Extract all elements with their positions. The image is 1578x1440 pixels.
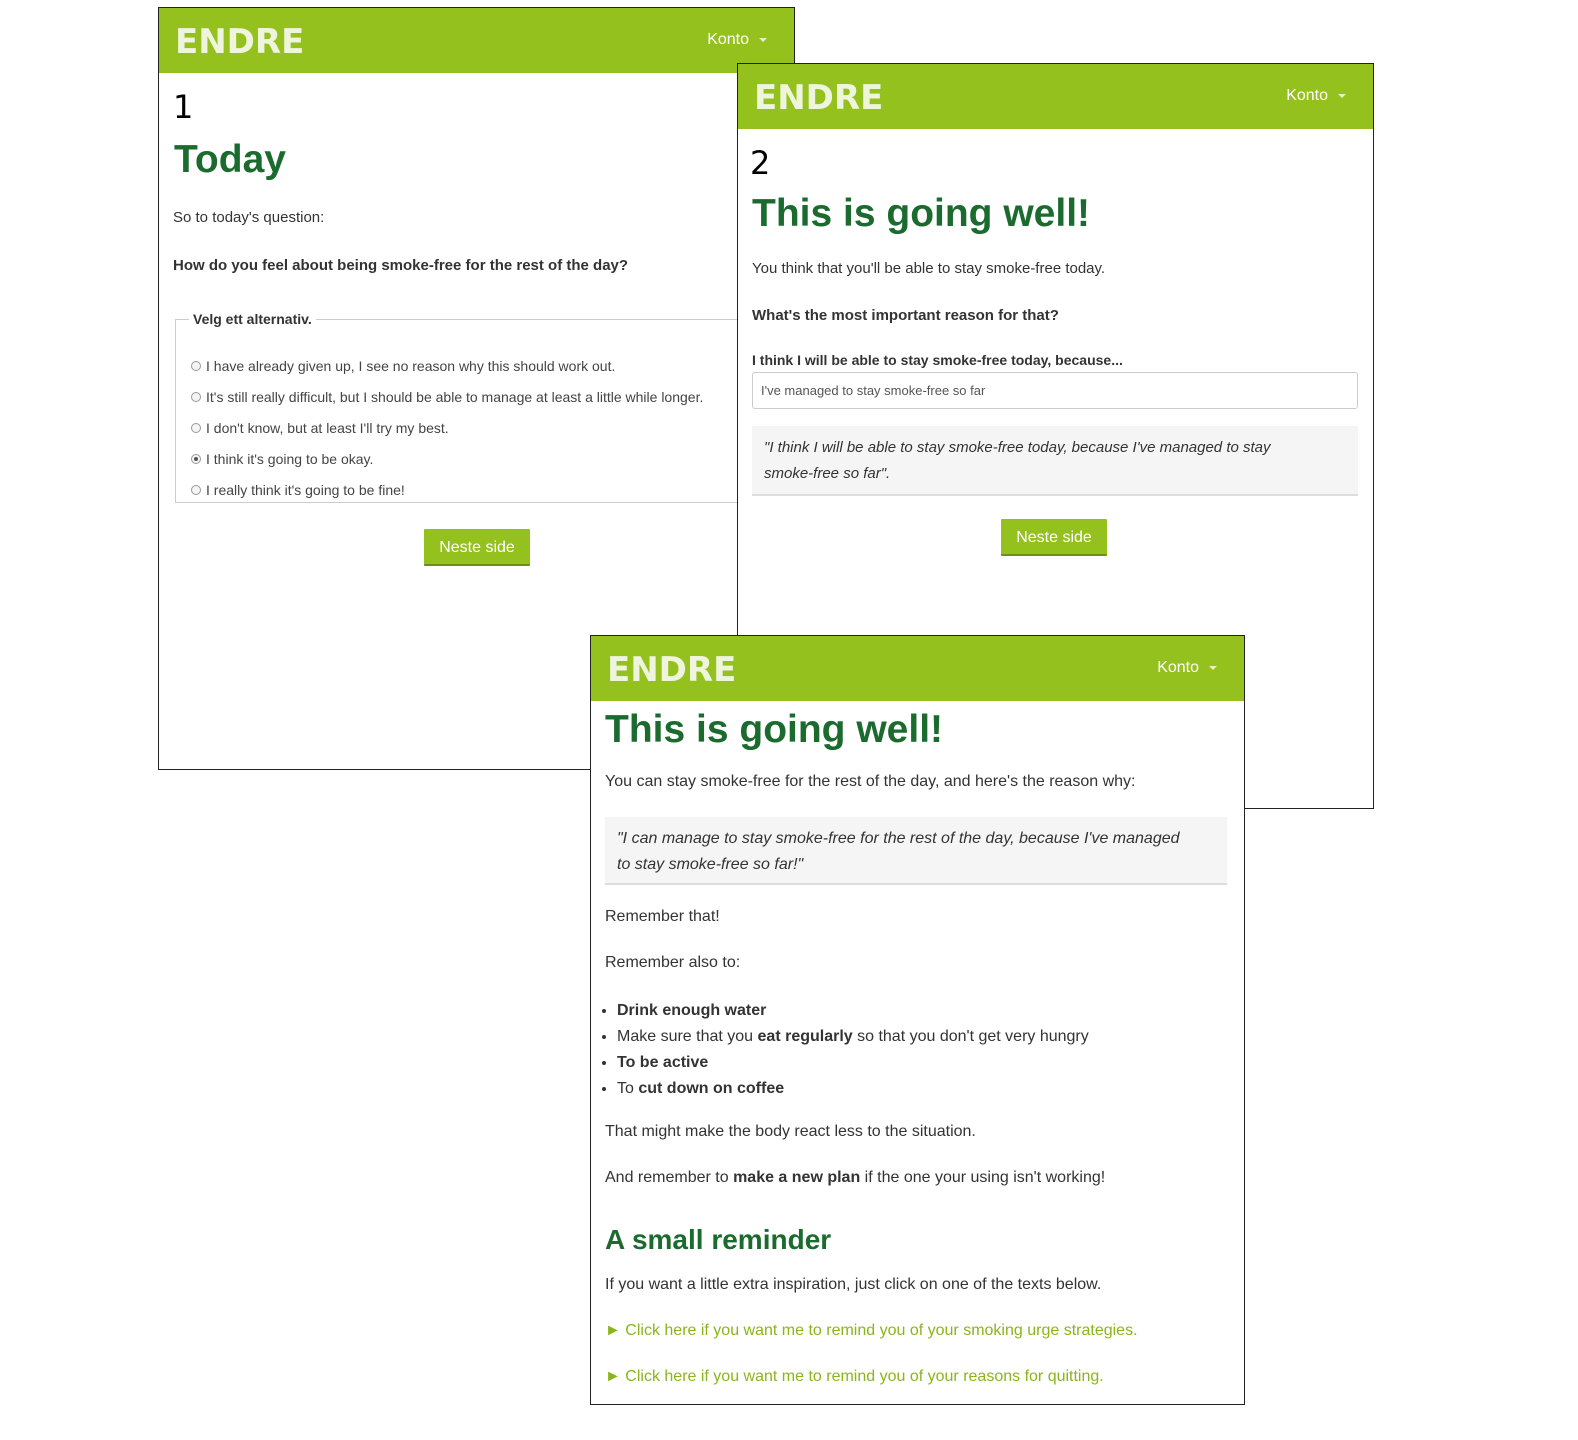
option-row[interactable] — [191, 451, 373, 467]
page-title: Today — [174, 138, 286, 181]
quote-line: smoke-free so far". — [764, 465, 891, 482]
account-menu[interactable] — [1286, 87, 1346, 105]
radio-button[interactable] — [191, 361, 201, 371]
navbar — [738, 64, 1373, 129]
reason-quote — [605, 817, 1227, 885]
screen-summary — [590, 635, 1245, 1405]
svg-text:ENDRE: ENDRE — [175, 23, 305, 57]
account-menu-label: Konto — [707, 31, 749, 48]
field-label: I think I will be able to stay smoke-free today, because... — [752, 352, 1123, 368]
option-label: I don't know, but at least I'll try my best. — [206, 420, 449, 436]
endre-logo[interactable] — [754, 79, 884, 113]
quote-line: "I can manage to stay smoke-free for the rest of the day, because I've managed — [617, 830, 1180, 847]
quote-line: "I think I will be able to stay smoke-free today, because I've managed to stay — [764, 439, 1271, 456]
chevron-down-icon — [759, 38, 767, 42]
option-label: I think it's going to be okay. — [206, 451, 374, 467]
list-item: • Drink enough water — [617, 998, 1089, 1024]
account-menu-label: Konto — [1286, 87, 1328, 104]
option-row[interactable] — [191, 389, 703, 405]
option-row[interactable] — [191, 482, 405, 498]
option-label: I have already given up, I see no reason why this should work out. — [206, 358, 616, 374]
question-text: What's the most important reason for that? — [752, 307, 1059, 324]
intro-text: You can stay smoke-free for the rest of the day, and here's the reason why: — [605, 773, 1136, 790]
svg-text:ENDRE: ENDRE — [754, 79, 884, 113]
reminder-intro: If you want a little extra inspiration, just click on one of the texts below. — [605, 1276, 1102, 1293]
quote-line: to stay smoke-free so far!" — [617, 856, 804, 873]
radio-button[interactable] — [191, 423, 201, 433]
endre-logo[interactable] — [607, 651, 737, 685]
account-menu[interactable] — [1157, 659, 1217, 677]
option-label: It's still really difficult, but I should be able to manage at least a little while longer. — [206, 389, 704, 405]
remember-also-text: Remember also to: — [605, 954, 741, 971]
page-title: This is going well! — [605, 708, 944, 751]
chevron-down-icon — [1338, 94, 1346, 98]
svg-text:ENDRE: ENDRE — [607, 651, 737, 685]
navbar — [159, 8, 794, 73]
step-number: 1 — [173, 88, 194, 126]
urge-strategies-link[interactable]: ► Click here if you want me to remind you of your smoking urge strategies. — [605, 1322, 1138, 1339]
account-menu[interactable] — [707, 31, 767, 49]
endre-logo[interactable] — [175, 23, 305, 57]
reasons-for-quitting-link[interactable]: ► Click here if you want me to remind you of your reasons for quitting. — [605, 1368, 1104, 1385]
reason-quote — [752, 426, 1358, 496]
radio-button[interactable] — [191, 392, 201, 402]
option-row[interactable] — [191, 358, 615, 374]
list-item: • To cut down on coffee — [617, 1076, 1089, 1102]
radio-button[interactable] — [191, 485, 201, 495]
reminder-heading: A small reminder — [605, 1224, 832, 1255]
plan-text: And remember to make a new plan if the one your using isn't working! — [605, 1169, 1106, 1186]
tips-list — [599, 998, 1089, 1102]
step-number: 2 — [750, 144, 771, 182]
option-row[interactable] — [191, 420, 449, 436]
list-item: • Make sure that you eat regularly so that you don't get very hungry — [617, 1024, 1089, 1050]
intro-text: You think that you'll be able to stay smoke-free today. — [752, 260, 1106, 277]
list-item: • To be active — [617, 1050, 1089, 1076]
navbar — [591, 636, 1244, 701]
reason-input[interactable]: I've managed to stay smoke-free so far — [752, 372, 1358, 409]
answer-options — [175, 311, 795, 503]
option-label: I really think it's going to be fine! — [206, 482, 405, 498]
next-page-button[interactable]: Neste side — [424, 529, 530, 566]
chevron-down-icon — [1209, 666, 1217, 670]
radio-button-selected[interactable] — [191, 454, 201, 464]
options-legend: Velg ett alternativ. — [193, 311, 312, 327]
intro-text: So to today's question: — [173, 209, 325, 226]
remember-text: Remember that! — [605, 908, 720, 925]
body-react-text: That might make the body react less to the situation. — [605, 1123, 976, 1140]
page-title: This is going well! — [752, 192, 1091, 235]
next-page-button[interactable]: Neste side — [1001, 519, 1107, 556]
account-menu-label: Konto — [1157, 659, 1199, 676]
question-text: How do you feel about being smoke-free for the rest of the day? — [173, 257, 629, 274]
